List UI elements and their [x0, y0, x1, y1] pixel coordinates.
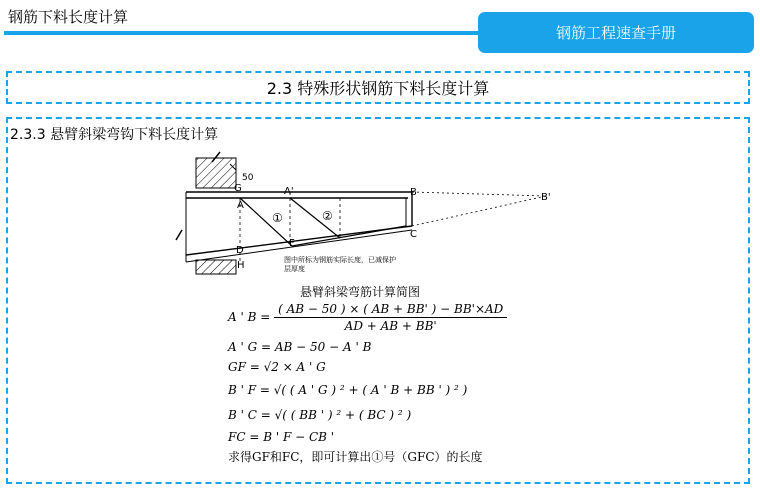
- formula-1-numerator: ( AB − 50 ) × ( AB + BB' ) − BB'×AD: [274, 302, 507, 318]
- diagram-note-2: 层厚度: [284, 265, 305, 273]
- header-title: 钢筋下料长度计算: [8, 8, 129, 26]
- formula-4-rhs: √( ( A ' G ) ² + ( A ' B + BB ' ) ² ): [273, 383, 468, 397]
- wall-hatch-top: [196, 158, 236, 188]
- formula-4-lhs: B ' F =: [228, 383, 270, 397]
- subsection-title: 2.3.3 悬臂斜梁弯钩下料长度计算: [10, 127, 219, 143]
- label-H: H: [237, 260, 245, 271]
- formula-b-prime-f: [228, 383, 467, 397]
- formula-5-rhs: √( ( BB ' ) ² + ( BC ) ² ): [274, 408, 412, 422]
- section-title-text: 2.3 特殊形状钢筋下料长度计算: [266, 79, 490, 98]
- diagram-note-1: 图中所标为钢筋实际长度，已减保护: [284, 256, 396, 264]
- formula-1-lhs: A ' B =: [228, 310, 271, 324]
- label-A: A: [237, 200, 244, 211]
- label-A-prime: A': [284, 186, 294, 197]
- label-D: D: [236, 245, 244, 256]
- formula-fc: FC = B ' F − CB ': [228, 430, 335, 444]
- formula-1-fraction: [274, 302, 507, 333]
- wall-hatch-bottom: [196, 260, 236, 274]
- book-title-badge: 钢筋工程速查手册: [478, 12, 754, 53]
- extension-bottom: [412, 196, 546, 226]
- diagram-caption: 悬臂斜梁弯筋计算简图: [300, 285, 421, 299]
- dim-50: 50: [242, 173, 254, 183]
- label-B: B: [410, 187, 417, 198]
- label-F: F: [289, 238, 295, 249]
- formula-5-lhs: B ' C =: [228, 408, 271, 422]
- conclusion-text: 求得GF和FC，即可计算出①号（GFC）的长度: [228, 450, 483, 464]
- label-C: C: [410, 229, 417, 240]
- formula-a-prime-g: A ' G = AB − 50 − A ' B: [228, 340, 372, 354]
- formula-gf: GF = √2 × A ' G: [228, 360, 326, 374]
- mark-circle-1: ①: [272, 211, 283, 225]
- label-B-prime: B': [541, 192, 551, 203]
- break-mark-left: [176, 230, 182, 240]
- extension-top: [412, 192, 546, 196]
- label-G: G: [234, 183, 242, 194]
- formula-1-denominator: AD + AB + BB': [344, 319, 437, 333]
- mark-circle-2: ②: [322, 209, 333, 223]
- formula-b-prime-c: [228, 408, 411, 422]
- formula-a-prime-b: [228, 302, 507, 333]
